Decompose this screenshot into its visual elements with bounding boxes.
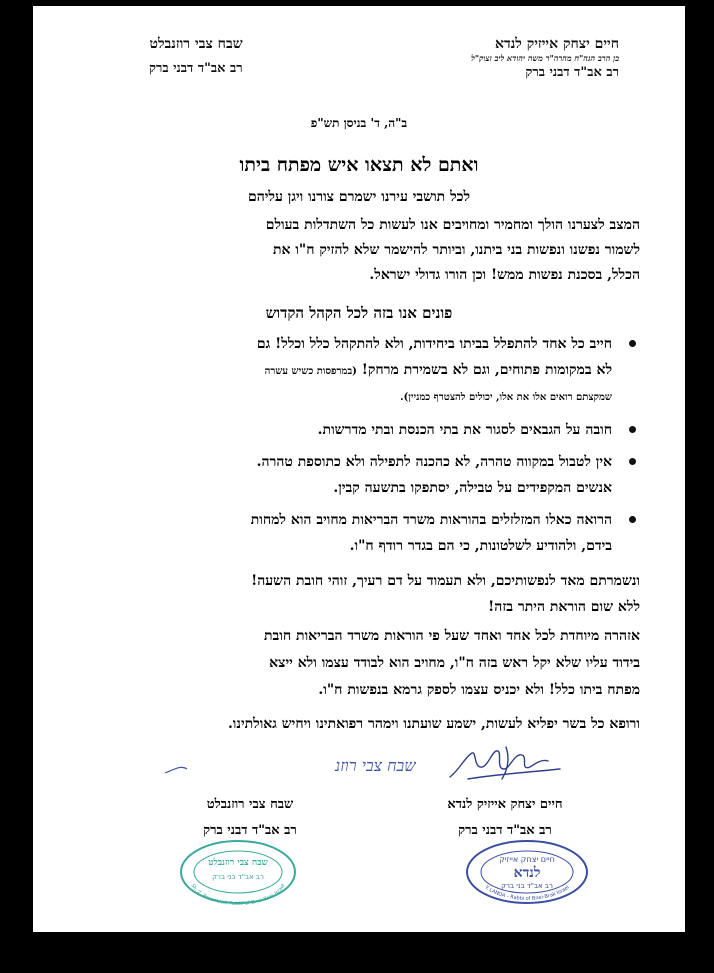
signature-block-landa <box>410 739 600 841</box>
svg-text:Sh. Z. Rosenblatt Rabbi of Bne <box>189 883 286 905</box>
instruction-item <box>50 507 640 559</box>
instruction-item <box>50 449 640 501</box>
bullet-dot <box>629 516 636 523</box>
instruction-item <box>50 331 640 411</box>
instruction-line: אין לטבול במקווה טהרה, לא כהכנה לתפילה ולא כתוספת טהרה. <box>256 454 612 470</box>
signature-title: רב אב"ד דבני ברק <box>458 823 552 838</box>
headline: ואתם לא תצאו איש מפתח ביתו <box>239 154 479 176</box>
instruction-text: לא במקומות פתוחים, וגם לא בשמירת מרחק! <box>361 362 612 378</box>
intro-line: המצב לצערנו הולך ומחמיר ומחויבים אנו לעשות כל השתדלות בעולם <box>265 217 640 233</box>
document-page <box>33 6 685 932</box>
instruction-line: חובה על הגבאים לסגור את בתי הכנסת ובתי מדרשות. <box>317 422 612 438</box>
intro-line: לשמור נפשנו ונפשות בני ביתנו, וביותר להישמר שלא להזיק ח"ו את <box>272 242 640 258</box>
header-lineage: בן הרב הגה"ח מהרה"ר משה יהודא ליב זצוק"ל <box>471 53 619 63</box>
instruction-item <box>50 417 640 443</box>
special-warning-line: בידוד עליו שלא יקל ראש בזה ח"ו, מחויב הוא לבודד עצמו ולא ייצא <box>269 655 640 671</box>
instruction-note-line: שמקצתם רואים אלו את אלו, יכולים להצטרף כמניין). <box>400 392 612 403</box>
warning-line: ללא שום הוראת היתר בזה! <box>488 599 640 615</box>
warning-paragraph <box>65 568 640 620</box>
instruction-line: אנשים המקפידים על טבילה, יסתפקו בתשעה קבין. <box>333 480 612 496</box>
instructions-list <box>50 331 640 565</box>
rabbi-landa-stamp <box>464 839 590 905</box>
handwritten-signature-rosenblatt <box>145 739 416 789</box>
bullet-dot <box>629 340 636 347</box>
instruction-line: הרואה כאלו המזלזלים בהוראות משרד הבריאות מחויב הוא למחות <box>250 512 612 528</box>
stamp-text: רב אב"ד בני ברק <box>212 873 264 881</box>
stamp-rim-text: Sh. Z. Rosenblatt Rabbi of Bnei-Brak Israel <box>189 883 287 905</box>
document-date: ב"ה, ד' בניסן תש"פ <box>310 116 408 130</box>
instruction-line <box>50 357 612 385</box>
instruction-line: חייב כל אחד להתפלל בביתו ביחידות, ולא להתקהל כלל וכלל! גם <box>256 336 612 352</box>
signature-title: רב אב"ד דבני ברק <box>203 823 297 838</box>
instruction-line: בידם, ולהודיע לשלטונות, כי הם בגדר רודף ח"ו. <box>349 538 612 554</box>
stamp-text: לנדא <box>513 865 541 881</box>
header-rabbi-rosenblatt <box>149 35 243 78</box>
signature-name: שבח צבי רוזנבלט <box>206 797 294 812</box>
closing-blessing: ורופא כל בשר יפליא לעשות, ישמע שועתנו וימהר רפואתינו ויחיש גאולתינו. <box>227 716 640 732</box>
stamp-rim-text: Y. LANDA - Rabbi of Bnei-Brak Israel <box>483 884 571 902</box>
subheadline: לכל תושבי עירנו ישמרם צורנו ויגן עליהם <box>247 189 471 205</box>
header-rabbi-landa <box>471 35 619 82</box>
instruction-note: (במרפסות כשיש עשרה <box>264 366 357 377</box>
special-warning-line: אזהרה מיוחדת לכל אחד ואחד שעל פי הוראות משרד הבריאות חובת <box>264 628 640 644</box>
signature-name: חיים יצחק אייזיק לנדא <box>447 797 563 812</box>
stamp-text: שבח צבי רוזנבלט <box>208 858 268 868</box>
stamp-text: חיים יצחק אייזיק <box>499 855 555 864</box>
special-warning-paragraph <box>65 623 640 704</box>
handwritten-signature-text: שבח צבי רוזנ <box>335 756 416 775</box>
special-warning-line: מפתח ביתו כלל! ולא יכניס עצמו לספק גרמא בנפשות ח"ו. <box>318 682 640 698</box>
handwritten-signature-landa <box>410 739 600 789</box>
stamp-text: רב אב"ד בני ברק <box>501 882 553 890</box>
header-name: שבח צבי רוזנבלט <box>149 36 243 52</box>
header-name: חיים יצחק אייזיק לנדא <box>495 36 619 52</box>
section-title: פונים אנו בזה לכל הקהל הקדוש <box>265 304 453 322</box>
header-title: רב אב"ד דבני ברק <box>149 61 243 76</box>
intro-line: הכלל, בסכנת נפשות ממש! וכן הורו גדולי ישראל. <box>369 267 640 283</box>
warning-line: ונשמרתם מאד לנפשותיכם, ולא תעמוד על דם רעיך, זוהי חובת השעה! <box>251 573 640 589</box>
intro-paragraph <box>65 213 640 288</box>
bullet-dot <box>629 458 636 465</box>
signature-block-rosenblatt <box>145 739 416 841</box>
rabbi-rosenblatt-stamp <box>178 839 298 905</box>
header-title: רב אב"ד דבני ברק <box>525 65 619 80</box>
bullet-dot <box>629 426 636 433</box>
